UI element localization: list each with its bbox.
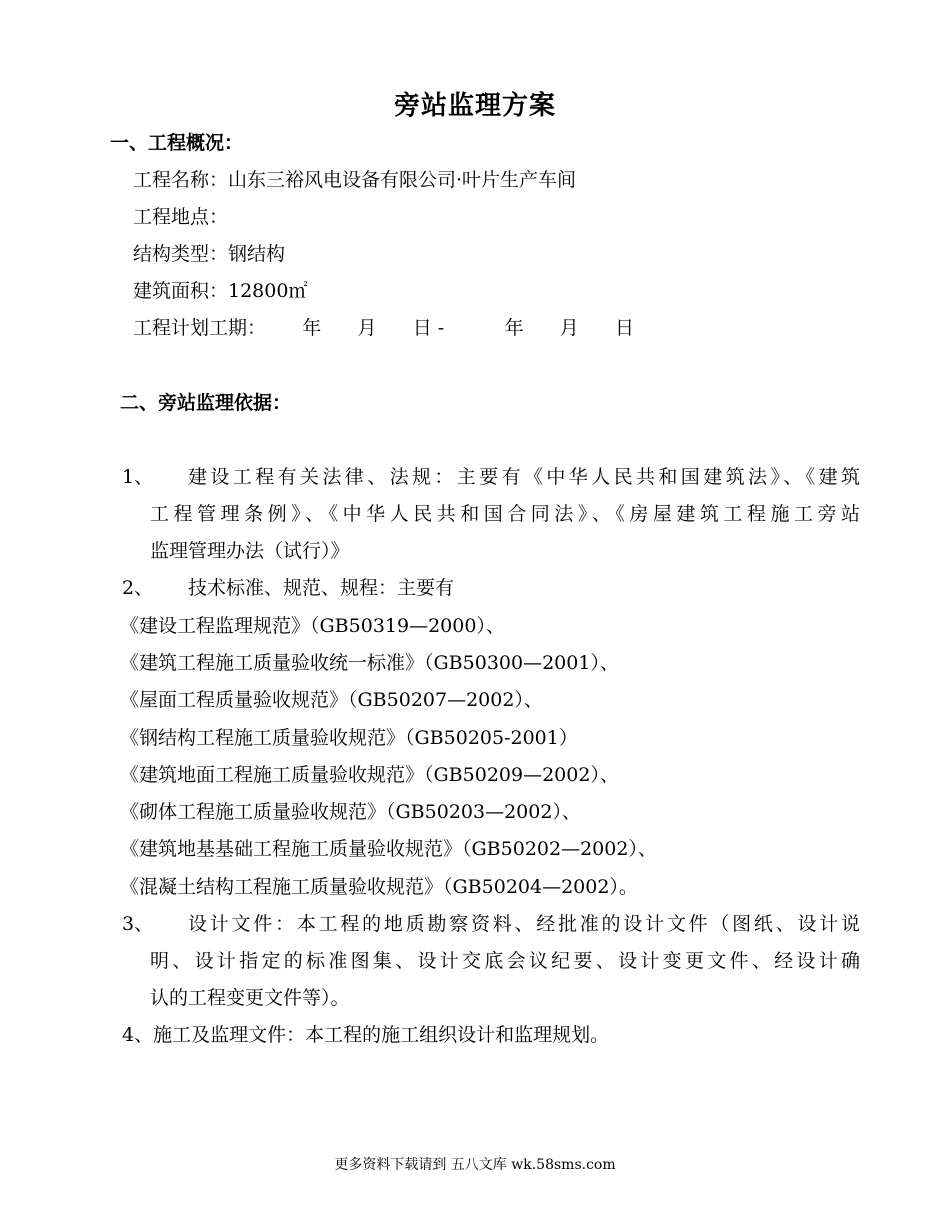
standard-item: 《建设工程监理规范》（GB50319—2000）、	[120, 615, 505, 637]
building-area-line: 建筑面积：12800㎡	[133, 280, 308, 302]
standard-item: 《建筑工程施工质量验收统一标准》（GB50300—2001）、	[120, 652, 619, 674]
item-3-first-line: 设计文件：本工程的地质勘察资料、经批准的设计文件（图纸、设计说	[188, 913, 860, 935]
item-1-third-line: 监理管理办法（试行）》	[150, 540, 350, 562]
standard-item: 《砌体工程施工质量验收规范》（GB50203—2002）、	[120, 801, 581, 823]
standard-item: 《钢结构工程施工质量验收规范》（GB50205-2001）	[120, 727, 578, 749]
page-title: 旁站监理方案	[393, 91, 556, 121]
section-heading-overview: 一、工程概况：	[110, 132, 244, 154]
schedule-line: 工程计划工期： 年 月 日 - 年 月 日	[133, 317, 635, 339]
footer-note: 更多资料下载请到 五八文库 wk.58sms.com	[334, 1157, 616, 1173]
project-location-line: 工程地点：	[133, 206, 229, 228]
standard-item: 《混凝土结构工程施工质量验收规范》（GB50204—2002）。	[120, 876, 638, 898]
standard-item: 《建筑地基基础工程施工质量验收规范》（GB50202—2002）、	[120, 838, 657, 860]
standard-item: 《建筑地面工程施工质量验收规范》（GB50209—2002）、	[120, 764, 619, 786]
project-name-line: 工程名称：山东三裕风电设备有限公司·叶片生产车间	[133, 169, 577, 191]
section-heading-basis: 二、旁站监理依据：	[120, 392, 292, 414]
standard-item: 《屋面工程质量验收规范》（GB50207—2002）、	[120, 689, 543, 711]
item-1-number: 1、	[122, 466, 154, 488]
item-3-third-line: 认的工程变更文件等）。	[150, 987, 350, 1009]
item-1-first-line: 建设工程有关法律、法规：主要有《中华人民共和国建筑法》、《建筑	[188, 466, 860, 488]
structure-type-line: 结构类型：钢结构	[133, 243, 286, 265]
item-3-number: 3、	[122, 913, 154, 935]
item-2-text: 技术标准、规范、规程：主要有	[188, 577, 455, 599]
item-3-second-line: 明、设计指定的标准图集、设计交底会议纪要、设计变更文件、经设计确	[150, 950, 860, 972]
item-2-number: 2、	[122, 577, 154, 599]
item-1-second-line: 工程管理条例》、《中华人民共和国合同法》、《房屋建筑工程施工旁站	[150, 503, 860, 525]
item-4-line: 4、施工及监理文件：本工程的施工组织设计和监理规划。	[122, 1024, 610, 1046]
